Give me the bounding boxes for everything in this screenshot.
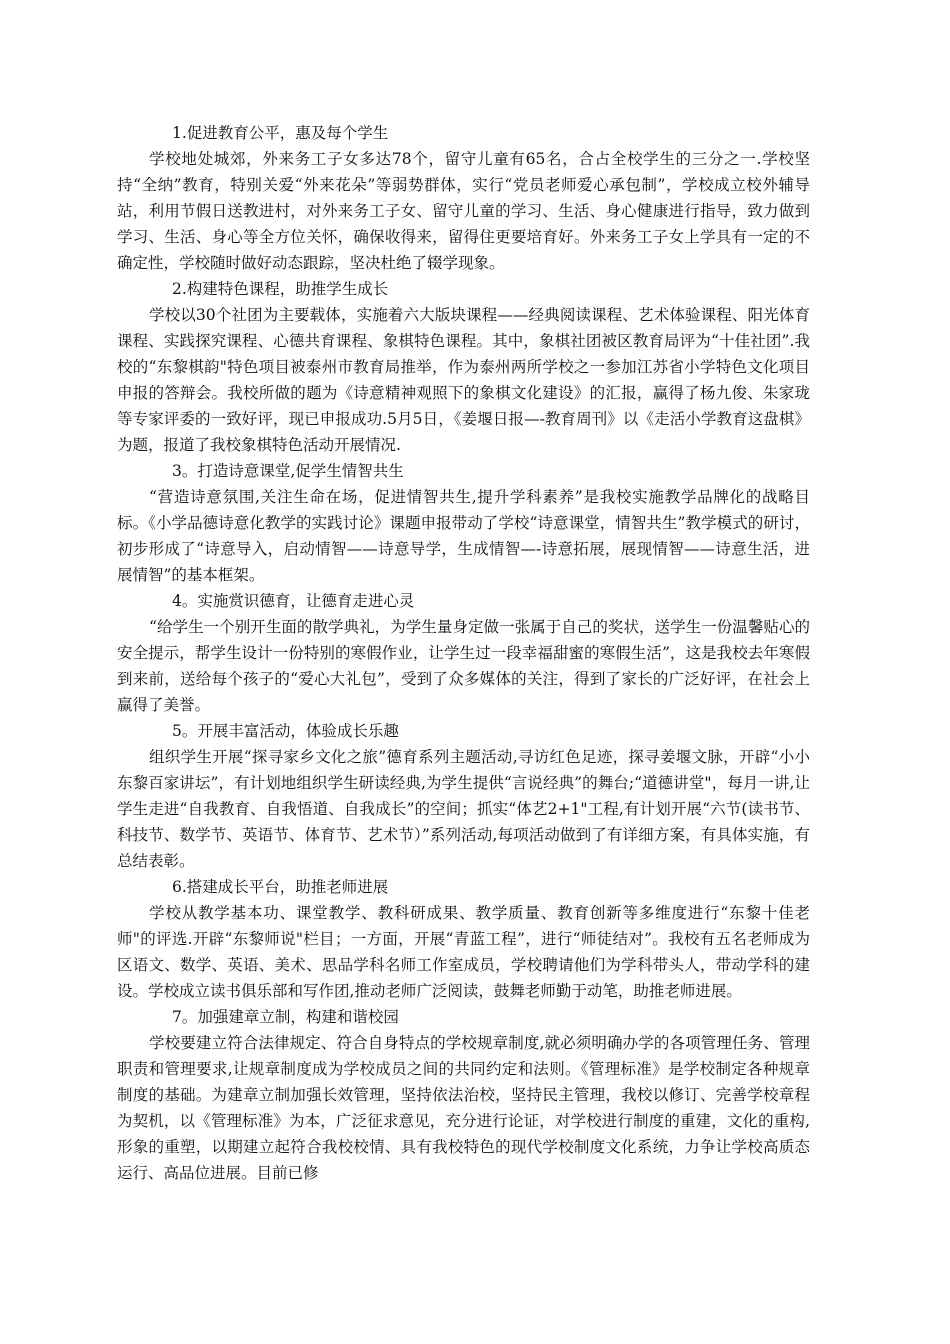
section-heading: 2.构建特色课程，助推学生成长 (172, 280, 389, 298)
section-heading: 7。加强建章立制，构建和谐校园 (172, 1008, 399, 1026)
section-body: 学校以30个社团为主要载体，实施着六大版块课程——经典阅读课程、艺术体验课程、阳光体育课程、实践探究课程、心德共育课程、象棋特色课程。其中，象棋社团被区教育局评为“十佳社团”.我校的“东黎棋韵"特色项目被泰州市教育局推举，作为泰州两所学校之一参加江苏省小学特色文化项目申报的答辩会。我校所做的题为《诗意精神观照下的象棋文化建设》的汇报，赢得了杨九俊、朱家珑等专家评委的一致好评，现已申报成功.5月5日，《姜堰日报—-教育周刊》以《走活小学教育这盘棋》为题，报道了我校象棋特色活动开展情况. (117, 306, 810, 454)
section-heading: 1.促进教育公平，惠及每个学生 (172, 124, 389, 142)
section-heading: 4。实施赏识德育，让德育走进心灵 (172, 592, 415, 610)
section-body: 组织学生开展“探寻家乡文化之旅”德育系列主题活动,寻访红色足迹，探寻姜堰文脉，开辟“小小东黎百家讲坛”，有计划地组织学生研读经典,为学生提供“言说经典”的舞台;“道德讲堂"，每月一讲,让学生走进“自我教育、自我悟道、自我成长”的空间；抓实“体艺2+1"工程,有计划开展“六节(读书节、科技节、数学节、英语节、体育节、艺术节）”系列活动,每项活动做到了有详细方案，有具体实施，有总结表彰。 (117, 748, 810, 870)
section-heading: 3。打造诗意课堂,促学生情智共生 (172, 462, 404, 480)
section-body: 学校从教学基本功、课堂教学、教科研成果、教学质量、教育创新等多维度进行“东黎十佳老师"的评选.开辟“东黎师说"栏目；一方面，开展“青蓝工程”，进行“师徒结对”。我校有五名老师成为区语文、数学、英语、美术、思品学科名师工作室成员，学校聘请他们为学科带头人，带动学科的建设。学校成立读书俱乐部和写作团,推动老师广泛阅读，鼓舞老师勤于动笔，助推老师进展。 (117, 904, 810, 1000)
section-body: 学校要建立符合法律规定、符合自身特点的学校规章制度,就必须明确办学的各项管理任务、管理职责和管理要求,让规章制度成为学校成员之间的共同约定和法则。《管理标准》是学校制定各种规章制度的基础。为建章立制加强长效管理，坚持依法治校，坚持民主管理，我校以修订、完善学校章程为契机，以《管理标准》为本，广泛征求意见，充分进行论证，对学校进行制度的重建，文化的重构,形象的重塑，以期建立起符合我校校情、具有我校特色的现代学校制度文化系统，力争让学校高质态运行、高品位进展。目前已修 (117, 1034, 810, 1182)
section-heading: 5。开展丰富活动，体验成长乐趣 (172, 722, 399, 740)
document-page (117, 120, 810, 1186)
section-body: “营造诗意氛围,关注生命在场，促进情智共生,提升学科素养”是我校实施教学品牌化的战略目标。《小学品德诗意化教学的实践讨论》课题申报带动了学校“诗意课堂，情智共生”教学模式的研讨，初步形成了“诗意导入，启动情智——诗意导学，生成情智—-诗意拓展，展现情智——诗意生活，进展情智”的基本框架。 (117, 488, 810, 584)
section-heading: 6.搭建成长平台，助推老师进展 (172, 878, 389, 896)
section-body: 学校地处城郊，外来务工子女多达78个，留守儿童有65名，合占全校学生的三分之一.学校坚持“全纳”教育，特别关爱“外来花朵”等弱势群体，实行“党员老师爱心承包制”，学校成立校外辅导站，利用节假日送教进村，对外来务工子女、留守儿童的学习、生活、身心健康进行指导，致力做到学习、生活、身心等全方位关怀，确保收得来，留得住更要培育好。外来务工子女上学具有一定的不确定性，学校随时做好动态跟踪，坚决杜绝了辍学现象。 (117, 150, 810, 272)
section-body: “给学生一个别开生面的散学典礼，为学生量身定做一张属于自己的奖状，送学生一份温馨贴心的安全提示，帮学生设计一份特别的寒假作业，让学生过一段幸福甜蜜的寒假生活”，这是我校去年寒假到来前，送给每个孩子的“爱心大礼包”，受到了众多媒体的关注，得到了家长的广泛好评，在社会上赢得了美誉。 (117, 618, 810, 714)
